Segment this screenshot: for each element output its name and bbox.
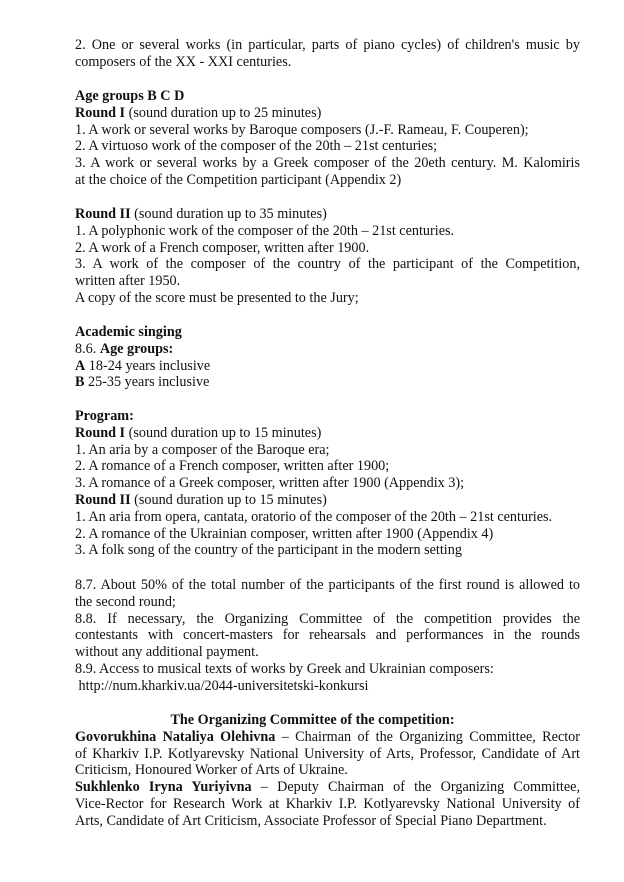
- bcd-round2-section: [75, 206, 580, 307]
- rule-line: the second round;: [75, 593, 176, 610]
- list-item: 3. A romance of a Greek composer, written after 1900 (Appendix 3);: [75, 475, 465, 492]
- age-group-a: A 18-24 years inclusive: [75, 357, 211, 374]
- round-label: Round II: [75, 206, 131, 222]
- program-section: [75, 408, 580, 559]
- list-item: 3. A work or several works by a Greek composer of the 20eth century. M. Kalomiris: [75, 155, 580, 172]
- round-heading: [75, 492, 580, 509]
- committee-title: The Organizing Committee of the competition:: [170, 712, 455, 728]
- rule-line: without any additional payment.: [75, 644, 259, 661]
- list-item: at the choice of the Competition participant (Appendix 2): [75, 171, 402, 188]
- round-note: (sound duration up to 15 minutes): [125, 424, 322, 441]
- member-name: Govorukhina Nataliya Olehivna: [75, 728, 276, 745]
- intro-paragraph: [75, 37, 580, 71]
- section-heading: Age groups B C D: [75, 88, 185, 104]
- rule-line: 8.8. If necessary, the Organizing Committee of the competition provides the: [75, 610, 580, 627]
- academic-singing-section: [75, 324, 580, 391]
- round-heading: [75, 105, 580, 122]
- age-groups-bcd-section: [75, 88, 580, 189]
- list-item: 3. A folk song of the country of the participant in the modern setting: [75, 542, 462, 559]
- list-item: written after 1950.: [75, 273, 181, 290]
- round-heading: [75, 425, 580, 442]
- round-note: (sound duration up to 25 minutes): [125, 104, 322, 121]
- section-heading: Program:: [75, 408, 134, 424]
- list-item: 3. A work of the composer of the country of the participant of the Competition,: [75, 256, 580, 273]
- list-item: 2. A romance of the Ukrainian composer, written after 1900 (Appendix 4): [75, 525, 494, 542]
- committee-member: Govorukhina Nataliya Olehivna – Chairman of the Organizing Committee, Rector: [75, 728, 581, 745]
- member-name: Sukhlenko Iryna Yuriyivna: [75, 779, 252, 796]
- round-note: (sound duration up to 15 minutes): [130, 491, 327, 508]
- list-item: 1. An aria by a composer of the Baroque era;: [75, 441, 330, 458]
- list-item: 1. A work or several works by Baroque composers (J.-F. Rameau, F. Couperen);: [75, 121, 529, 138]
- list-item: 2. A romance of a French composer, written after 1900;: [75, 458, 390, 475]
- list-item: 2. A virtuoso work of the composer of the 20th – 21st centuries;: [75, 138, 438, 155]
- rule-line: 8.9. Access to musical texts of works by Greek and Ukrainian composers:: [75, 660, 494, 677]
- rule-line: 8.7. About 50% of the total number of the participants of the first round is allowed to: [75, 577, 580, 593]
- intro-line: composers of the XX - XXI centuries.: [75, 53, 292, 70]
- rules-section: [75, 577, 580, 695]
- committee-member: Sukhlenko Iryna Yuriyivna – Deputy Chairman of the Organizing Committee,: [75, 779, 581, 796]
- rule-line: contestants with concert-masters for rehearsals and performances in the rounds: [75, 627, 580, 644]
- member-line: Vice-Rector for Research Work at Kharkiv I.P. Kotlyarevsky National University of: [75, 795, 580, 812]
- list-item: 2. A work of a French composer, written after 1900.: [75, 239, 370, 256]
- round-label: Round I: [75, 424, 126, 441]
- list-item: 1. A polyphonic work of the composer of the 20th – 21st centuries.: [75, 222, 455, 239]
- round-label: Round I: [75, 104, 126, 121]
- intro-line: 2. One or several works (in particular, parts of piano cycles) of children's music by: [75, 37, 580, 53]
- round-label: Round II: [75, 491, 131, 508]
- age-groups-line: 8.6. Age groups:: [75, 340, 174, 357]
- member-line: Arts, Candidate of Art Criticism, Associate Professor of Special Piano Department.: [75, 812, 547, 829]
- list-item: A copy of the score must be presented to the Jury;: [75, 289, 359, 306]
- age-group-b: B 25-35 years inclusive: [75, 374, 210, 391]
- member-line: Criticism, Honoured Worker of Arts of Ukraine.: [75, 762, 348, 779]
- round-note: (sound duration up to 35 minutes): [130, 206, 327, 222]
- resource-link[interactable]: http://num.kharkiv.ua/2044-universitetski-konkursi: [75, 677, 369, 694]
- list-item: 1. An aria from opera, cantata, oratorio of the composer of the 20th – 21st centuries.: [75, 508, 553, 525]
- member-line: of Kharkiv I.P. Kotlyarevsky National University of Arts, Professor, Candidate of Art: [75, 745, 580, 762]
- committee-section: [75, 712, 580, 830]
- section-heading: Academic singing: [75, 324, 182, 340]
- round-heading: [75, 206, 580, 223]
